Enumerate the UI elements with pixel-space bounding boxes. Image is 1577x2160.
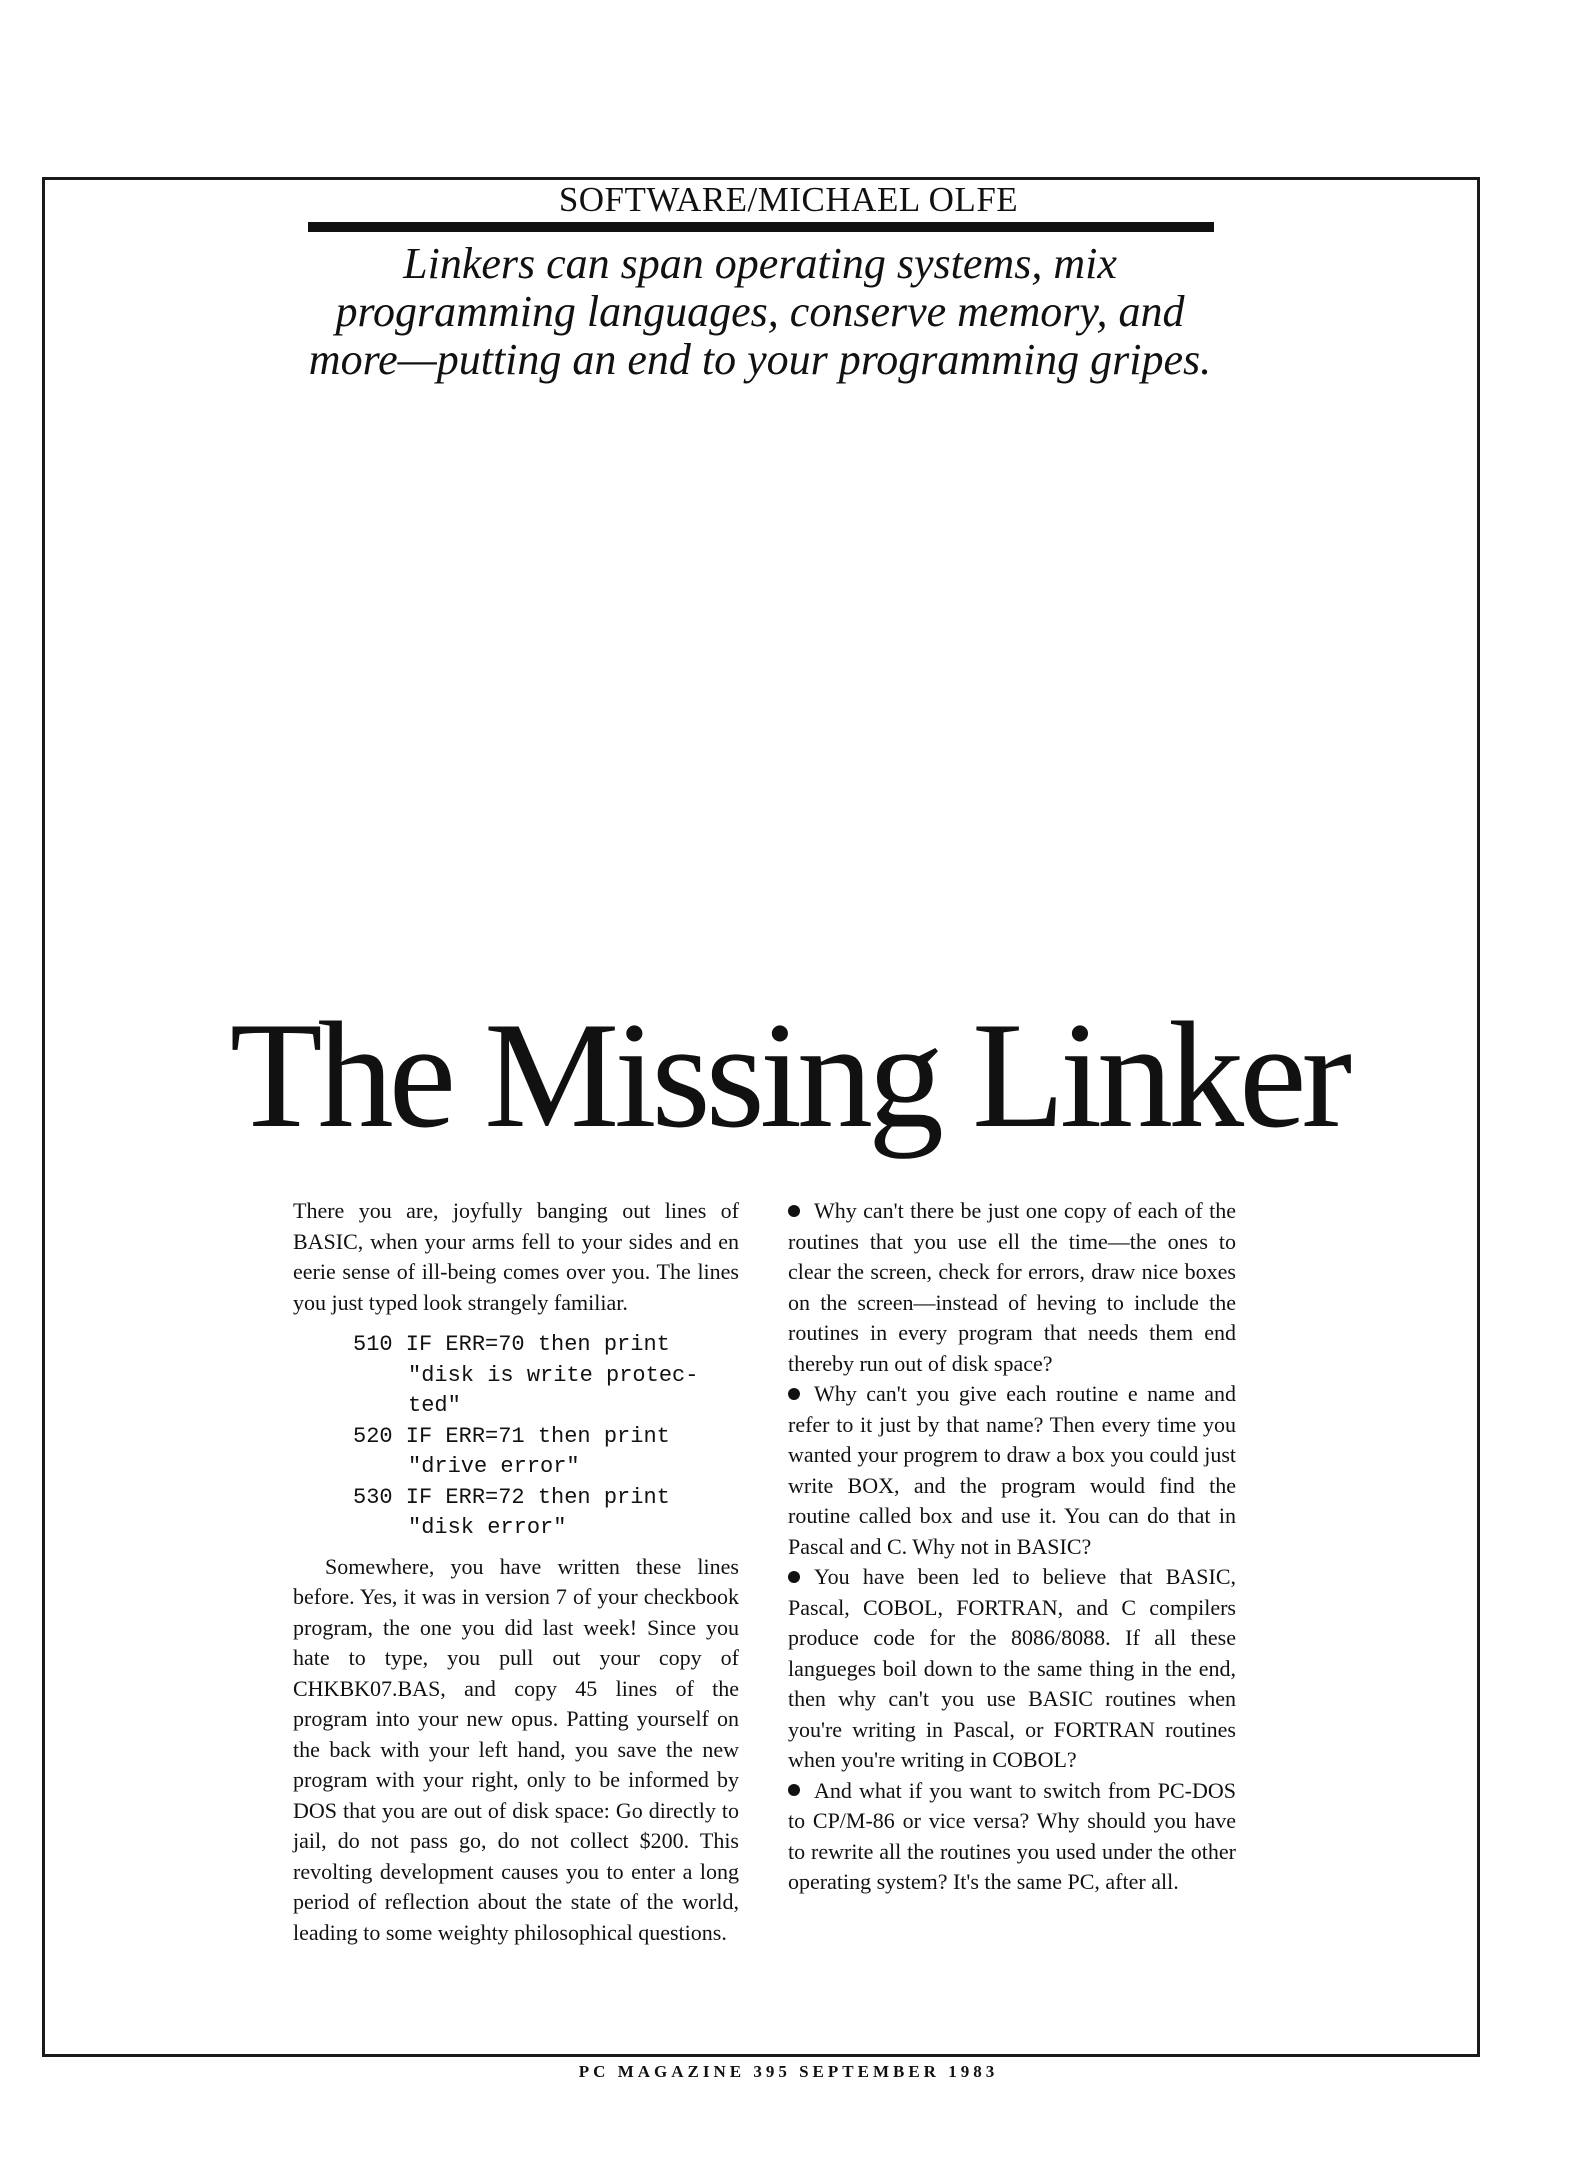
article-title: The Missing Linker: [229, 991, 1348, 1159]
right-column: [788, 1196, 1236, 1898]
bullet-text: Why can't you give each routine e name and refer to it just by that name? Then every time you wanted your progrem to draw a box you could just write BOX, and the program would find the routine called box and use it. You can do that in Pascal and C. Why not in BASIC?: [788, 1381, 1236, 1559]
bullet-icon: [788, 1205, 800, 1217]
bullet-text: And what if you want to switch from PC-DOS to CP/M-86 or vice versa? Why should you have to rewrite all the routines you used under the other operating system? It's the same PC, after all.: [788, 1777, 1236, 1894]
intro-paragraph: There you are, joyfully banging out lines of BASIC, when your arms fell to your sides and en eerie sense of ill-being comes over you. The lines you just typed look strangely familiar.: [293, 1198, 739, 1315]
body-paragraph: Somewhere, you have written these lines before. Yes, it was in version 7 of your checkbook program, the one you did last week! Since you hate to type, you pull out your copy of CHKBK07.BAS, and copy 45 lines of the program into your new opus. Patting yourself on the back with your left hand, you save the new program with your right, only to be informed by DOS that you are out of disk space: Go directly to jail, do not pass go, do not collect $200. This revolting development causes you to enter a long period of reflection about the state of the world, leading to some weighty philosophical questions.: [293, 1553, 739, 1945]
code-line: 510 IF ERR=70 then print: [353, 1332, 670, 1357]
bullet-icon: [788, 1571, 800, 1583]
header-rule: [308, 222, 1214, 232]
deck-line: programming languages, conserve memory, and: [335, 287, 1185, 336]
left-column: [293, 1196, 739, 1948]
bullet-text: You have been led to believe that BASIC, Pascal, COBOL, FORTRAN, and C compilers produce code for the 8086/8088. If all these langueges boil down to the same thing in the end, then why can't you use BASIC routines when you're writing in Pascal, or FORTRAN routines when you're writing in COBOL?: [788, 1564, 1236, 1772]
deck-line: Linkers can span operating systems, mix: [403, 239, 1117, 288]
code-line: 520 IF ERR=71 then print: [353, 1423, 670, 1449]
code-listing: [353, 1330, 739, 1544]
code-line: ted": [408, 1393, 461, 1418]
bullet-icon: [788, 1784, 800, 1796]
bullet-item: [788, 1379, 1236, 1562]
bullet-icon: [788, 1388, 800, 1400]
deck-line: more—putting an end to your programming gripes.: [308, 335, 1212, 384]
code-line: "disk is write protec-: [408, 1362, 699, 1388]
bullet-item: [788, 1562, 1236, 1776]
code-line: 530 IF ERR=72 then print: [353, 1484, 670, 1510]
page-footer: PC MAGAZINE 395 SEPTEMBER 1983: [578, 2062, 999, 2081]
deck: [300, 240, 1220, 384]
code-line: "drive error": [408, 1454, 580, 1479]
section-label: SOFTWARE/MICHAEL OLFE: [558, 180, 1019, 219]
bullet-text: Why can't there be just one copy of each of the routines that you use ell the time—the ones to clear the screen, check for errors, draw nice boxes on the screen—instead of heving to include the routines in every program that needs them end thereby run out of disk space?: [788, 1198, 1236, 1376]
bullet-item: [788, 1196, 1236, 1379]
bullet-item: [788, 1776, 1236, 1898]
code-line: "disk error": [408, 1515, 567, 1540]
